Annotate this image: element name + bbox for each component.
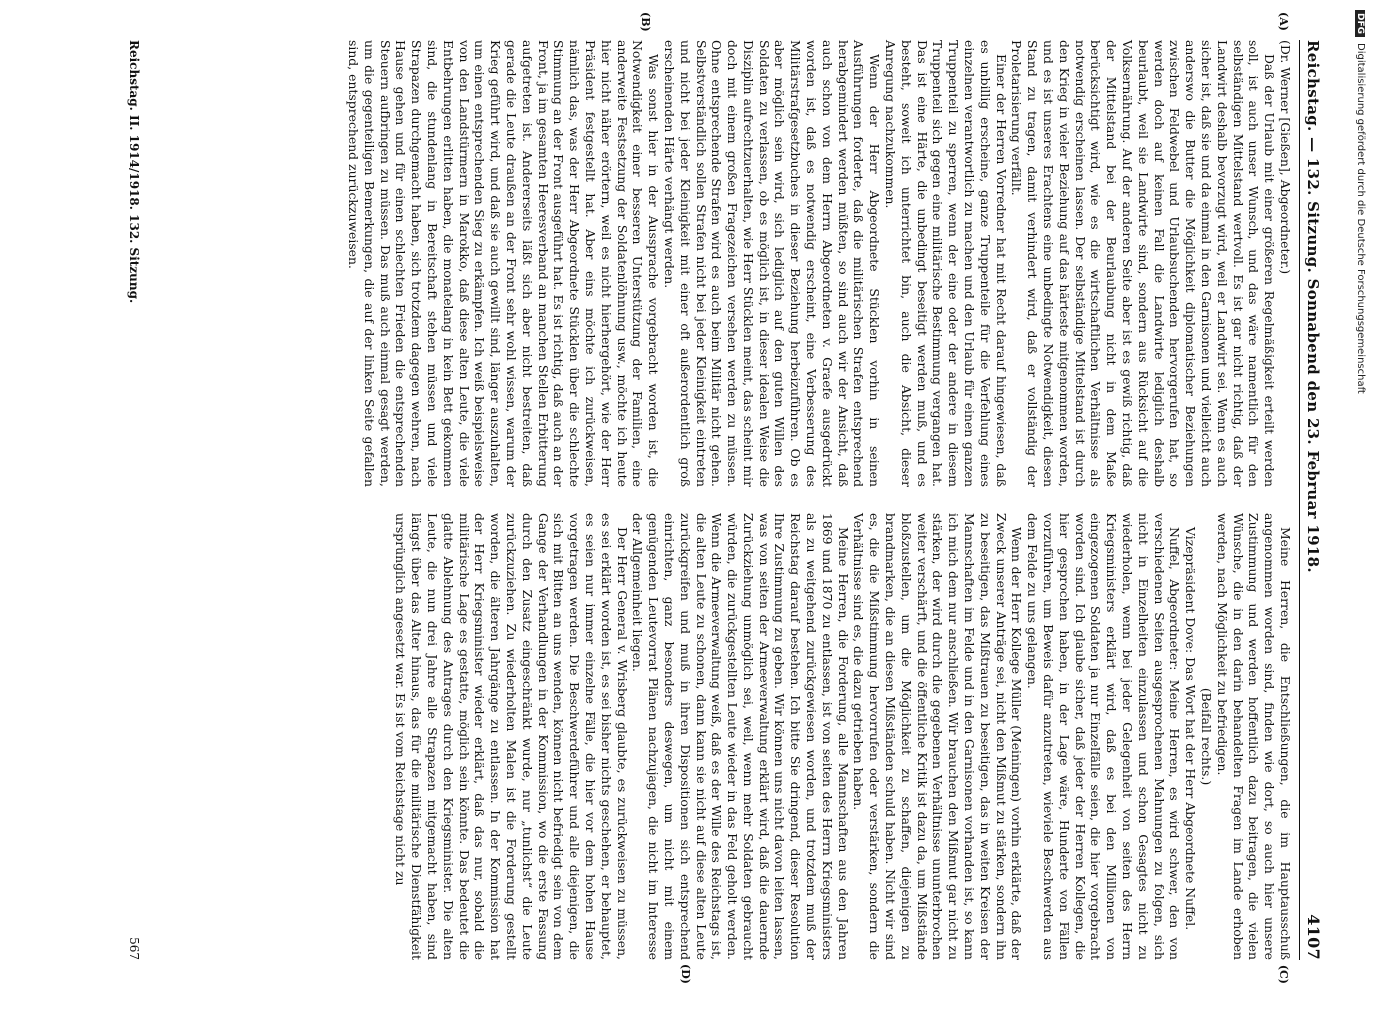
page-number: 4107 — [1304, 914, 1323, 960]
margin-mark-a: (A) — [1277, 12, 1290, 31]
right-paragraph: Nuffel, Abgeordneter: Meine Herren, es wird schwer, den von verschiedenen Seiten ausgesprochenen Mahnungen zu folgen, sich nicht in Einzelheiten einzulassen und schon Gesagtes nicht zu wiederholen, wenn bei jeder Gelegenheit von seiten des Herrn Kriegsministers erklärt wird, daß es bei den Millionen von eingezogenen Soldaten ja nur Einzelfälle seien, die hier vorgebracht worden sind. Ich glaube sicher, daß jeder der Herren Kollegen, die hier gesprochen haben, in der Lage wäre, Hunderte von Fällen vorzuführen, um Beweis dafür anzutreten, wieviele Beschwerden aus dem Felde zu uns gelangen. — [1025, 513, 1183, 960]
right-paragraph: Der Herr General v. Wrisberg glaubte, es zurückweisen zu müssen, es sei erklärt worden ist, es sei bisher nichts geschehen, er behauptet, es seien nur immer einzelne Fälle, die hier vor dem hohen Hause vorgetragen werden. Die Beschwerdeführer und alle diejenigen, die sich mit Bitten an uns wenden, können nicht befriedigt sein von dem Gange der Verhandlungen in der Kommission, wo die erste Fassung durch den Zusatz eingeschränkt wurde, nur „tunlichst“ die Leute zurückzuziehen. Zu wiederholten Malen ist die Forderung gestellt worden, die älteren Jahrgänge zu entlassen. In der Kommission hat der Herr Kriegsminister wieder erklärt, daß das nur, sobald die militärische Lage es gestatte, möglich sein könnte. Das bedeutet die glatte Ablehnung des Antrages durch den Kriegsminister. Die alten Leute, die nun drei Jahre alle Strapazen mitgemacht haben, sind längst über das Alter hinaus, das für die militärische Dienstfähigkeit ursprünglich angesetzt war. Es ist vom Reichstage nicht zu — [393, 513, 630, 960]
margin-mark-d: (D) — [679, 964, 692, 984]
page-footer — [127, 40, 141, 960]
header-title: Reichstag. — 132. Sitzung. Sonnabend den 23. Februar 1918. — [1304, 40, 1322, 573]
right-paragraph: Meine Herren, die Entschließungen, die im Hauptausschuß angenommen worden sind, finden wie dort, so auch hier unsere Zustimmung und werden hoffentlich dazu beitragen, die vielen Wünsche, die in den darin behandelten Fragen im Lande erhoben werden, nach Möglichkeit zu befriedigen. — [1214, 513, 1293, 960]
left-paragraph: Was sonst hier in der Aussprache vorgebracht worden ist, die Notwendigkeit einer besseren Unterstützung der Familien, eine anderweite Festsetzung der Soldatenlöhnung usw., möchte ich heute hier nicht näher erörtern, weil es nicht hierhergehört, wie der Herr Präsident festgestellt hat. Aber eins möchte ich zurückweisen, nämlich das, was der Herr Abgeordnete Stücklen über die schlechte Stimmung an der Front ausgeführt hat. Es ist richtig, daß auch an der Front, ja im gesamten Heeresverband an manchen Stellen Erbitterung aufgetreten ist. Andererseits läßt sich aber nicht bestreiten, daß gerade die Leute draußen an der Front sehr wohl wissen, warum der Krieg geführt wird, und daß sie auch gewillt sind, länger auszuhalten, um einen entsprechenden Sieg zu erkämpfen. Ich weiß beispielsweise von den Landstürmern in Marokko, daß diese alten Leute, die viele Entbehrungen erlitten haben, die monatelang in kein Bett gekommen sind, die stundenlang in Bereitschaft stehen müssen und viele Strapazen durchgemacht haben, sich trotzdem dagegen wehren, nach Hause gehen und für einen schlechten Frieden die entsprechenden Steuern aufbringen zu müssen. Das muß auch einmal gesagt werden, um die gegenteiligen Bemerkungen, die auf der linken Seite gefallen sind, entsprechend zurückzuweisen. — [345, 40, 662, 487]
left-paragraph: Einer der Herren Vorredner hat mit Recht darauf hingewiesen, daß es unbillig erscheine, ganze Truppenteile für die Verfehlung eines einzelnen verantwortlich zu machen und den Urlaub für einen ganzen Truppenteil zu sperren, wenn der eine oder der andere in diesem Truppenteil sich gegen eine militärische Bestimmung vergangen hat. Das ist eine Härte, die unbedingt beseitigt werden muß, und es besteht, soweit ich unterrichtet bin, auch die Absicht, dieser Anregung nachzukommen. — [883, 40, 1009, 487]
page-header — [1304, 40, 1323, 960]
rotated-page — [38, 0, 1383, 1000]
text-columns — [143, 12, 1293, 984]
right-paragraph: Wenn der Herr Kollege Müller (Meiningen) vorhin erklärte, daß der Zweck unserer Anträge sei, nicht den Mißmut zu stärken, sondern ihn zu beseitigen, das Mißtrauen zu beseitigen, das in weiten Kreisen der Mannschaften im Felde und in den Garnisonen vorhanden ist, so kann ich mich dem nur anschließen. Wir brauchen den Mißmut gar nicht zu stärken, der wird durch die gegebenen Verhältnisse ununterbrochen weiter verschärft, und die öffentliche Kritik ist dazu da, um Mißstände bloßzustellen, um die Möglichkeit zu schaffen, diejenigen zu brandmarken, die an diesen Mißständen schuld haben. Nicht wir sind es, die die Mißstimmung hervorrufen oder verstärken, sondern die Verhältnisse sind es, die dazu getrieben haben. — [851, 513, 1025, 960]
margin-mark-c: (C) — [1277, 964, 1290, 984]
footer-source: Reichstag. II. 1914/1918. 132. Sitzung. — [127, 40, 141, 304]
vice-president-line: Vizepräsident Dove: Das Wort hat der Herr Abgeordnete Nuffel. — [1183, 527, 1199, 931]
speaker-note: (Dr. Werner [Gießen], Abgeordneter.) — [1278, 40, 1293, 275]
side-note-text: Digitalisierung gefördert durch die Deutsche Forschungsgemeinschaft — [1355, 43, 1366, 394]
right-paragraph: Meine Herren, die Forderung, alle Mannschaften aus den Jahren 1869 und 1870 zu entlassen, ist von seiten des Herrn Kriegsministers als zu weitgehend zurückgewiesen worden, und trotzdem muß der Reichstag darauf bestehen. Ich bitte Sie dringend, dieser Resolution Ihre Zustimmung zu geben. Wir können uns nicht davon leiten lassen, was von seiten der Armeeverwaltung erklärt wird, daß die dauernde Zurückziehung unmöglich sei, weil, wenn mehr Soldaten gebraucht würden, die zurückgestellten Leute wieder in das Feld geholt werden. Wenn die Armeeverwaltung weiß, daß es der Wille des Reichstags ist, die alten Leute zu schonen, dann kann sie nicht auf diese alten Leute zurückgreifen und muß in ihren Dispositionen sich entsprechend einrichten, ganz besonders deswegen, um nicht mit einem genügenden Leutevorrat Plänen nachzujagen, die nicht im Interesse der Allgemeinheit liegen. — [630, 513, 851, 960]
left-paragraph: Daß der Urlaub mit einer größeren Regelmäßigkeit erteilt werden soll, ist auch unser Wunsch, und das wäre namentlich für den selbständigen Mittelstand wertvoll. Es ist gar nicht richtig, daß der Landwirt deshalb bevorzugt wird, weil er Landwirt sei. Wenn es auch sicher ist, daß sie und da einmal in den Garnisonen und vielleicht auch anderswo die Butter die Möglichkeit diplomatischer Beziehungen zwischen Feldwebel und Urlaubsuchenden hervorgerufen hat, so werden doch auf keinen Fall die Landwirte lediglich deshalb beurlaubt, weil sie Landwirte sind, sondern aus Rücksicht auf die Volksernährung. Auf der anderen Seite aber ist es gewiß richtig, daß der Mittelstand bei der Beurlaubung nicht in dem Maße berücksichtigt wird, wie es die wirtschaftlichen Verhältnisse als notwendig erscheinen lassen. Der selbständige Mittelstand ist durch den Krieg in vieler Beziehung auf das härteste mitgenommen worden, und es ist unseres Erachtens eine unbedingte Notwendigkeit, diesen Stand zu tragen, damit verhindert wird, daß er vollständig der Proletarisierung verfällt. — [1009, 40, 1278, 487]
signature-number: 567 — [127, 937, 141, 960]
left-paragraph: Wenn der Herr Abgeordnete Stücklen vorhin in seinen Ausführungen forderte, daß die militärischen Strafen entsprechend herabgemindert werden müßten, so sind auch wir der Ansicht, daß auch schon von dem Herrn Abgeordneten v. Graefe ausgedrückt worden ist, daß es notwendig erscheint, eine Verbesserung des Militärstrafgesetzbuches in dieser Beziehung herbeizuführen. Ob es aber möglich sein wird, sich lediglich auf den guten Willen des Soldaten zu verlassen, ob es möglich ist, in dieser idealen Weise die Disziplin aufrechtzuerhalten, wie Herr Stücklen meint, das scheint mir doch mit einem großen Fragezeichen versehen werden zu müssen. Ohne entsprechende Strafen wird es auch beim Militär nicht gehen. Selbstverständlich sollen Strafen nicht bei jeder Kleinigkeit eintreten und nicht bei jeder Kleinigkeit mit einer oft außerordentlich groß erscheinenden Härte verhängt werden. — [661, 40, 883, 487]
applause-note: (Beifall rechts.) — [1199, 687, 1215, 786]
left-column — [143, 12, 1293, 487]
side-note — [1352, 10, 1366, 1010]
dfg-logo-icon: DFG — [1355, 10, 1365, 37]
right-column — [143, 513, 1293, 984]
margin-mark-b: (B) — [639, 12, 652, 32]
header-rule — [1299, 40, 1300, 960]
